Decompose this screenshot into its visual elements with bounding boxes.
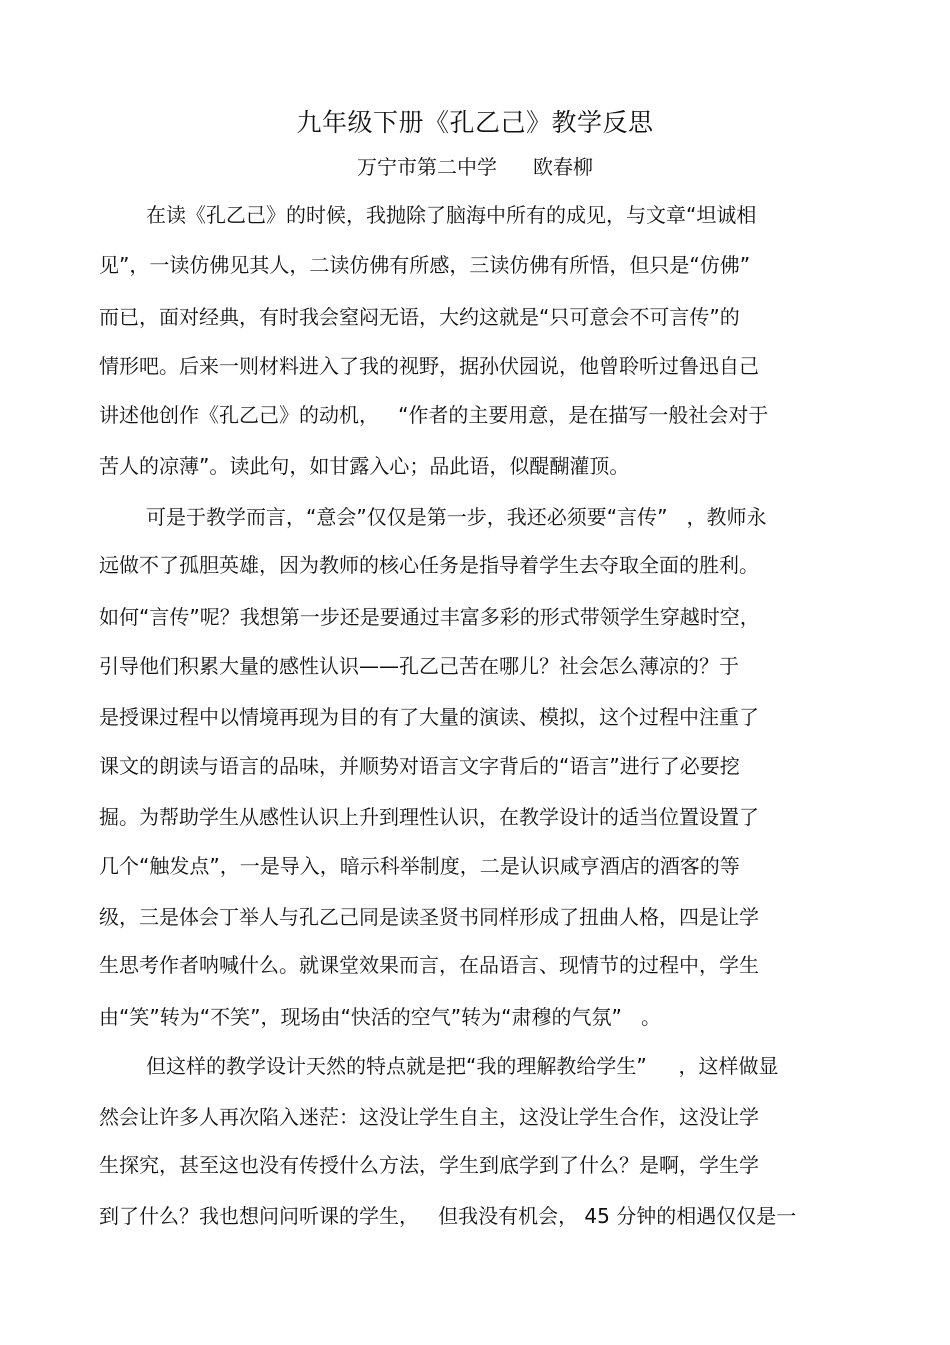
- text-line: 但这样的教学设计天然的特点就是把“我的理解教给学生” ，这样做显: [146, 1054, 779, 1078]
- text-line: 讲述他创作《孔乙己》的动机， “作者的主要用意，是在描写一般社会对于: [99, 403, 769, 427]
- document-title: 九年级下册《孔乙己》教学反思: [296, 108, 654, 137]
- text-line: 见”，一读仿佛见其人，二读仿佛有所感，三读仿佛有所悟，但只是“仿佛”: [99, 253, 751, 277]
- text-line: 课文的朗读与语言的品味，并顺势对语言文字背后的“语言”进行了必要挖: [99, 754, 740, 778]
- text-line: 远做不了孤胆英雄，因为教师的核心任务是指导着学生去夺取全面的胜利。: [99, 553, 759, 577]
- text-line: 而已，面对经典，有时我会窒闷无语，大约这就是“只可意会不可言传”的: [99, 305, 740, 329]
- text-line: 情形吧。后来一则材料进入了我的视野，据孙伏园说，他曾聆听过鲁迅自己: [99, 354, 759, 378]
- text-line: 级，三是体会丁举人与孔乙己同是读圣贤书同样形成了扭曲人格，四是让学: [99, 905, 759, 929]
- text-line: 引导他们积累大量的感性认识——孔乙己苦在哪儿？社会怎么薄凉的？于: [99, 654, 739, 678]
- school-name: 万宁市第二中学: [357, 155, 497, 179]
- text-line: 可是于教学而言，“意会”仅仅是第一步，我还必须要“言传” ，教师永: [146, 505, 767, 529]
- text-line: 是授课过程中以情境再现为目的有了大量的演读、模拟，这个过程中注重了: [99, 705, 759, 729]
- text-line: 然会让许多人再次陷入迷茫：这没让学生自主，这没让学生合作，这没让学: [99, 1105, 759, 1129]
- text-line: 到了什么？我也想问问听课的学生， 但我没有机会， 45 分钟的相遇仅仅是一: [99, 1204, 797, 1228]
- text-line: 几个“触发点”，一是导入，暗示科举制度，二是认识咸亨酒店的酒客的等: [99, 854, 740, 878]
- author-name: 欧春柳: [533, 155, 593, 179]
- text-line: 由“笑”转为“不笑”，现场由“快活的空气”转为“肃穆的气氛” 。: [99, 1005, 661, 1029]
- byline: [0, 153, 950, 181]
- text-line: 如何“言传”呢？我想第一步还是要通过丰富多彩的形式带领学生穿越时空，: [99, 605, 760, 629]
- text-line: 苦人的凉薄”。读此句，如甘露入心；品此语，似醍醐灌顶。: [99, 454, 630, 478]
- text-line: 在读《孔乙己》的时候，我抛除了脑海中所有的成见，与文章“坦诚相: [146, 203, 757, 227]
- text-line: 生探究，甚至这也没有传授什么方法，学生到底学到了什么？是啊，学生学: [99, 1153, 759, 1177]
- text-line: 生思考作者呐喊什么。就课堂效果而言，在品语言、现情节的过程中，学生: [99, 953, 759, 977]
- text-line: 掘。为帮助学生从感性认识上升到理性认识，在教学设计的适当位置设置了: [99, 805, 759, 829]
